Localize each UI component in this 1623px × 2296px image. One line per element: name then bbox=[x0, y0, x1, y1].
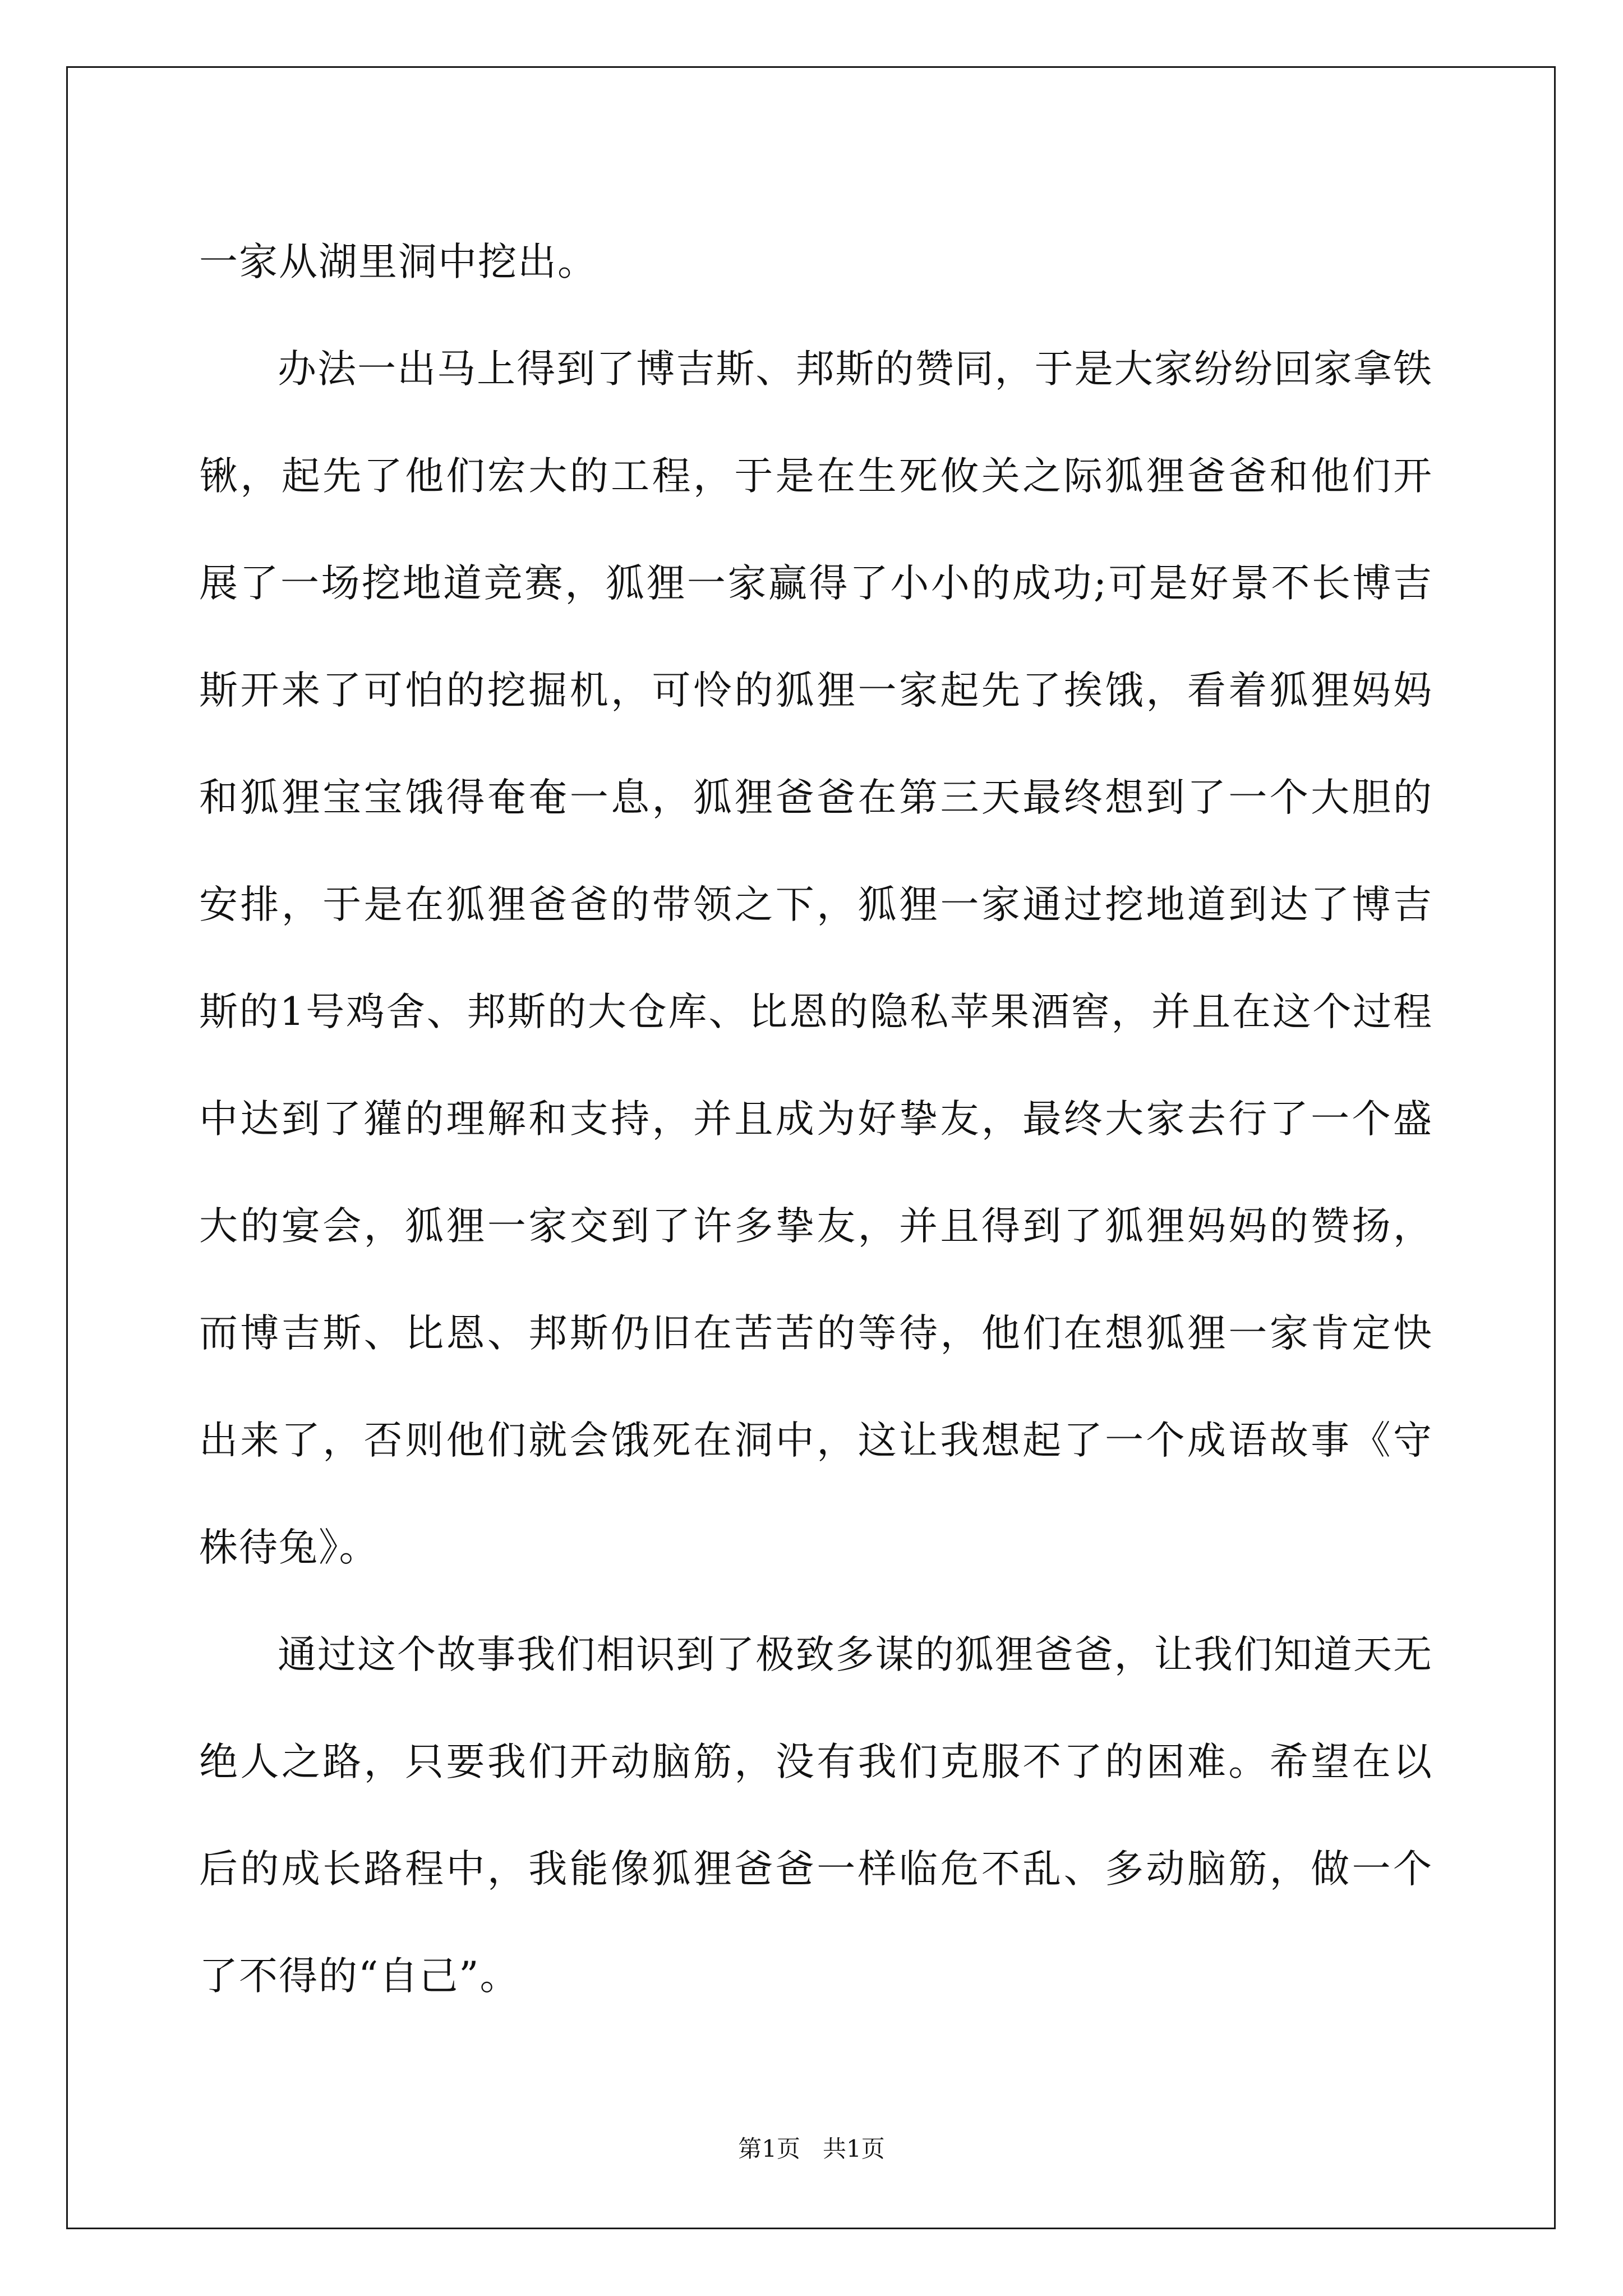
document-body bbox=[199, 209, 1433, 2030]
paragraph: 通过这个故事我们相识到了极致多谋的狐狸爸爸，让我们知道天无绝人之路，只要我们开动脑筋，没有我们克服不了的困难。希望在以后的成长路程中，我能像狐狸爸爸一样临危不乱、多动脑筋，做一个了不得的“自己”。 bbox=[199, 1632, 1433, 1999]
page-footer: 第1页 共1页 bbox=[738, 2135, 885, 2162]
paragraph: 办法一出马上得到了博吉斯、邦斯的赞同，于是大家纷纷回家拿铁锹，起先了他们宏大的工程，于是在生死攸关之际狐狸爸爸和他们开展了一场挖地道竞赛，狐狸一家赢得了小小的成功;可是好景不长博吉斯开来了可怕的挖掘机，可怜的狐狸一家起先了挨饿，看着狐狸妈妈和狐狸宝宝饿得奄奄一息，狐狸爸爸在第三天最终想到了一个大胆的安排，于是在狐狸爸爸的带领之下，狐狸一家通过挖地道到达了博吉斯的1号鸡舍、邦斯的大仓库、比恩的隐私苹果酒窖，并且在这个过程中达到了獾的理解和支持，并且成为好挚友，最终大家去行了一个盛大的宴会，狐狸一家交到了许多挚友，并且得到了狐狸妈妈的赞扬，而博吉斯、比恩、邦斯仍旧在苦苦的等待，他们在想狐狸一家肯定快出来了，否则他们就会饿死在洞中，这让我想起了一个成语故事《守株待兔》。 bbox=[199, 347, 1433, 1570]
paragraph: 一家从湖里洞中挖出。 bbox=[199, 240, 597, 284]
